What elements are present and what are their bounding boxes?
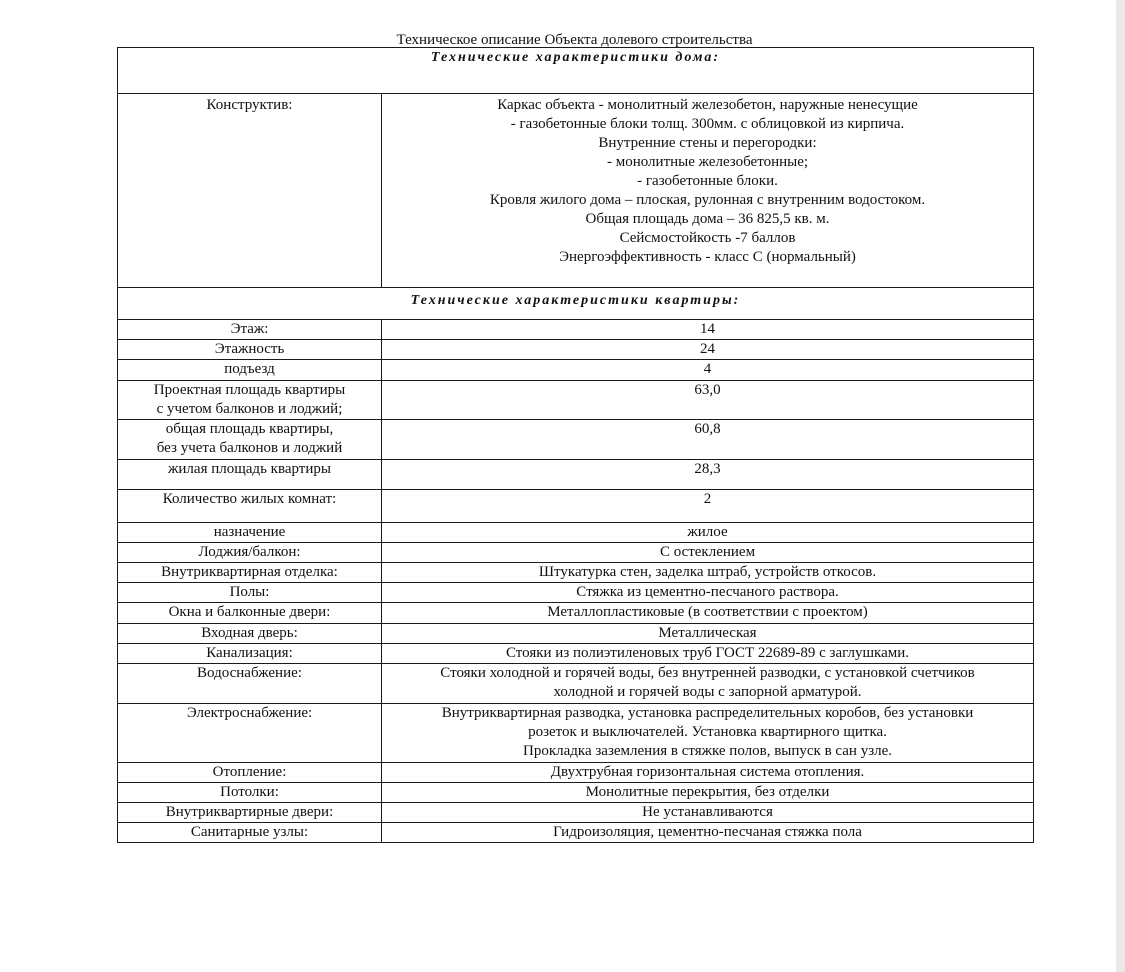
spec-value: [382, 803, 1034, 823]
spec-value: [382, 704, 1034, 763]
spec-label: [118, 823, 382, 843]
spec-label-line: Этаж:: [230, 321, 269, 337]
spec-label: [118, 340, 382, 360]
spec-value: [382, 460, 1034, 490]
spec-label-line: общая площадь квартиры,: [165, 421, 334, 437]
spec-value-line: Двухтрубная горизонтальная система отопления.: [550, 764, 865, 780]
spec-label-line: жилая площадь квартиры: [168, 461, 331, 477]
spec-label: [118, 563, 382, 583]
spec-label: [118, 460, 382, 490]
spec-value: [382, 823, 1034, 843]
spec-label: [118, 420, 382, 460]
spec-value: [382, 320, 1034, 340]
spec-row: [118, 704, 1034, 763]
spec-label: [118, 523, 382, 543]
spec-value: [382, 603, 1034, 624]
construction-label: Конструктив:: [118, 94, 382, 288]
spec-label: [118, 603, 382, 624]
spec-row: [118, 664, 1034, 704]
spec-value: [382, 624, 1034, 644]
spec-value-line: С остеклением: [659, 544, 756, 560]
apartment-rows: [118, 320, 1034, 843]
apartment-heading: Технические характеристики квартиры:: [118, 288, 1034, 320]
spec-value-line: Внутриквартирная разводка, установка распределительных коробов, без установки: [441, 705, 974, 721]
spec-label-line: подъезд: [224, 361, 275, 377]
spec-value-line: Монолитные перекрытия, без отделки: [585, 784, 830, 800]
spec-row: [118, 763, 1034, 783]
spec-label-line: Окна и балконные двери:: [168, 604, 331, 620]
spec-value-line: 24: [700, 341, 715, 357]
spec-value: [382, 381, 1034, 420]
construction-value: [382, 94, 1034, 288]
spec-label-line: Входная дверь:: [201, 625, 298, 641]
construction-line: - монолитные железобетонные;: [606, 154, 809, 170]
spec-value: [382, 783, 1034, 803]
spec-value-line: Стояки из полиэтиленовых труб ГОСТ 22689-89 с заглушками.: [505, 645, 910, 661]
spec-label: [118, 704, 382, 763]
spec-row: [118, 490, 1034, 523]
spec-value: [382, 644, 1034, 664]
spec-label-line: Санитарные узлы:: [190, 824, 309, 840]
spec-label-line: назначение: [213, 524, 286, 540]
spec-table: [117, 47, 1034, 843]
spec-label: [118, 803, 382, 823]
spec-row: [118, 340, 1034, 360]
construction-line: Сейсмостойкость -7 баллов: [619, 230, 796, 246]
spec-label-line: без учета балконов и лоджий: [156, 440, 343, 456]
spec-label-line: Отопление:: [212, 764, 287, 780]
spec-row: [118, 783, 1034, 803]
spec-row: [118, 644, 1034, 664]
spec-label: [118, 490, 382, 523]
spec-row: [118, 823, 1034, 843]
spec-value: [382, 563, 1034, 583]
spec-label-line: Внутриквартирные двери:: [165, 804, 334, 820]
construction-line: Каркас объекта - монолитный железобетон, наружные ненесущие: [497, 97, 918, 113]
construction-line: - газобетонные блоки.: [637, 173, 778, 189]
spec-value-line: Металлопластиковые (в соответствии с проектом): [547, 604, 868, 620]
apartment-heading-row: [118, 288, 1034, 320]
construction-row: [118, 94, 1034, 288]
spec-row: [118, 563, 1034, 583]
spec-value: [382, 523, 1034, 543]
spec-label: [118, 381, 382, 420]
spec-value-line: 4: [703, 361, 712, 377]
spec-value: [382, 583, 1034, 603]
spec-value-line: Прокладка заземления в стяжке полов, выпуск в сан узле.: [523, 743, 893, 759]
spec-row: [118, 381, 1034, 420]
spec-value-line: Штукатурка стен, заделка штраб, устройств откосов.: [538, 564, 877, 580]
spec-row: [118, 803, 1034, 823]
spec-label-line: Потолки:: [220, 784, 279, 800]
construction-line: Кровля жилого дома – плоская, рулонная с внутренним водостоком.: [489, 192, 926, 208]
spec-row: [118, 420, 1034, 460]
spec-value-line: Металлическая: [658, 625, 757, 641]
document-title: Техническое описание Объекта долевого строительства: [396, 32, 753, 48]
spec-value: [382, 543, 1034, 563]
spec-value-line: холодной и горячей воды с запорной арматурой.: [553, 684, 862, 700]
spec-label: [118, 664, 382, 704]
spec-label: [118, 360, 382, 381]
spec-label-line: Внутриквартирная отделка:: [161, 564, 338, 580]
spec-label: [118, 543, 382, 563]
spec-value-line: Гидроизоляция, цементно-песчаная стяжка пола: [553, 824, 862, 840]
spec-label-line: Канализация:: [206, 645, 293, 661]
spec-value-line: Не устанавливаются: [642, 804, 773, 820]
spec-value-line: Стяжка из цементно-песчаного раствора.: [576, 584, 839, 600]
spec-value: [382, 340, 1034, 360]
spec-row: [118, 320, 1034, 340]
spec-row: [118, 543, 1034, 563]
spec-value: [382, 763, 1034, 783]
spec-value: [382, 490, 1034, 523]
spec-value-line: 28,3: [694, 461, 721, 477]
spec-value-line: жилое: [687, 524, 728, 540]
spec-label-line: с учетом балконов и лоджий;: [156, 401, 343, 417]
spec-row: [118, 603, 1034, 624]
spec-label-line: Лоджия/балкон:: [198, 544, 301, 560]
spec-value-line: розеток и выключателей. Установка квартирного щитка.: [528, 724, 887, 740]
construction-line: - газобетонные блоки толщ. 300мм. с облицовкой из кирпича.: [510, 116, 905, 132]
spec-row: [118, 360, 1034, 381]
spec-value-line: 2: [703, 491, 712, 507]
spec-label-line: Электроснабжение:: [186, 705, 313, 721]
construction-line: Энергоэффективность - класс С (нормальный): [559, 249, 856, 265]
spec-value: [382, 664, 1034, 704]
spec-value-line: 63,0: [694, 382, 721, 398]
spec-label-line: Полы:: [229, 584, 270, 600]
spec-value-line: Стояки холодной и горячей воды, без внутренней разводки, с установкой счетчиков: [440, 665, 975, 681]
spec-label-line: Водоснабжение:: [197, 665, 302, 681]
spec-label: [118, 320, 382, 340]
spec-value: [382, 360, 1034, 381]
spec-row: [118, 460, 1034, 490]
spec-label: [118, 763, 382, 783]
spec-label-line: Количество жилых комнат:: [162, 491, 337, 507]
construction-line: Внутренние стены и перегородки:: [598, 135, 817, 151]
spec-row: [118, 583, 1034, 603]
spec-label: [118, 624, 382, 644]
spec-label: [118, 783, 382, 803]
spec-value: [382, 420, 1034, 460]
spec-label-line: Проектная площадь квартиры: [153, 382, 346, 398]
construction-line: Общая площадь дома – 36 825,5 кв. м.: [585, 211, 830, 227]
house-heading-row: [118, 48, 1034, 94]
spec-label-line: Этажность: [214, 341, 285, 357]
spec-row: [118, 523, 1034, 543]
spec-row: [118, 624, 1034, 644]
spec-value-line: 60,8: [694, 421, 721, 437]
spec-label: [118, 583, 382, 603]
spec-value-line: 14: [700, 321, 715, 337]
spec-label: [118, 644, 382, 664]
house-heading: Технические характеристики дома:: [118, 48, 1034, 94]
